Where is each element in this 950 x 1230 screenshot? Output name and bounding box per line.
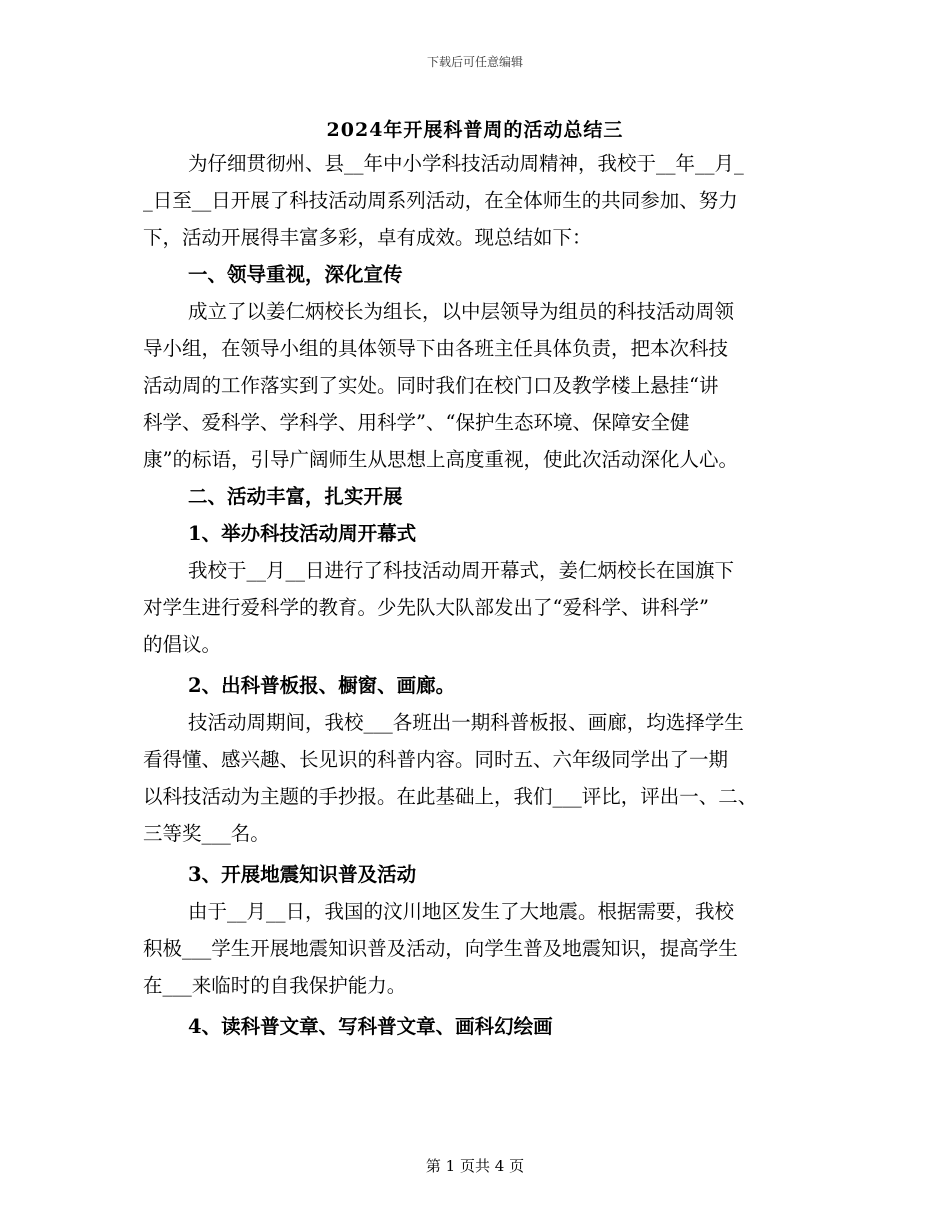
paragraph-line: 活动周的工作落实到了实处。同时我们在校门口及教学楼上悬挂“讲 — [143, 374, 719, 397]
subsection-heading: 4、读科普文章、写科普文章、画科幻绘画 — [188, 1015, 553, 1038]
paragraph-line: 以科技活动为主题的手抄报。在此基础上，我们___评比，评出一、二、 — [143, 785, 758, 808]
paragraph-line: 为仔细贯彻州、县__年中小学科技活动周精神，我校于__年__月_ — [188, 152, 744, 175]
paragraph-line: 积极___学生开展地震知识普及活动，向学生普及地震知识，提高学生 — [143, 937, 738, 960]
section-heading: 一、领导重视，深化宣传 — [188, 263, 403, 286]
paragraph-line: 康”的标语，引导广阔师生从思想上高度重视，使此次活动深化人心。 — [143, 448, 738, 471]
paragraph-line: _日至__日开展了科技活动周系列活动，在全体师生的共同参加、努力 — [143, 189, 738, 212]
document-body — [143, 145, 815, 1045]
paragraph-line: 技活动周期间，我校___各班出一期科普板报、画廊，均选择学生 — [188, 711, 744, 734]
subsection-heading: 3、开展地震知识普及活动 — [188, 863, 417, 886]
section-heading: 二、活动丰富，扎实开展 — [188, 485, 403, 508]
paragraph-line: 的倡议。 — [143, 633, 222, 656]
subsection-heading: 1、举办科技活动周开幕式 — [188, 522, 417, 545]
paragraph-line: 导小组，在领导小组的具体领导下由各班主任具体负责，把本次科技 — [143, 337, 729, 360]
paragraph-line: 成立了以姜仁炳校长为组长，以中层领导为组员的科技活动周领 — [188, 300, 735, 323]
paragraph-line: 对学生进行爱科学的教育。少先队大队部发出了“爱科学、讲科学” — [143, 596, 709, 619]
paragraph-line: 三等奖___名。 — [143, 822, 270, 845]
paragraph-line: 我校于__月__日进行了科技活动周开幕式，姜仁炳校长在国旗下 — [188, 559, 735, 582]
subsection-heading: 2、出科普板报、橱窗、画廊。 — [188, 674, 456, 697]
page-number: 第 1 页共 4 页 — [425, 1157, 525, 1175]
paragraph-line: 科学、爱科学、学科学、用科学”、“保护生态环境、保障安全健 — [143, 411, 690, 434]
paragraph-line: 看得懂、感兴趣、长见识的科普内容。同时五、六年级同学出了一期 — [143, 748, 729, 771]
document-title: 2024年开展科普周的活动总结三 — [326, 119, 624, 141]
paragraph-line: 在___来临时的自我保护能力。 — [143, 974, 407, 997]
paragraph-line: 由于__月__日，我国的汶川地区发生了大地震。根据需要，我校 — [188, 900, 735, 923]
paragraph-line: 下，活动开展得丰富多彩，卓有成效。现总结如下： — [143, 226, 592, 249]
header-note: 下载后可任意编辑 — [426, 55, 523, 69]
